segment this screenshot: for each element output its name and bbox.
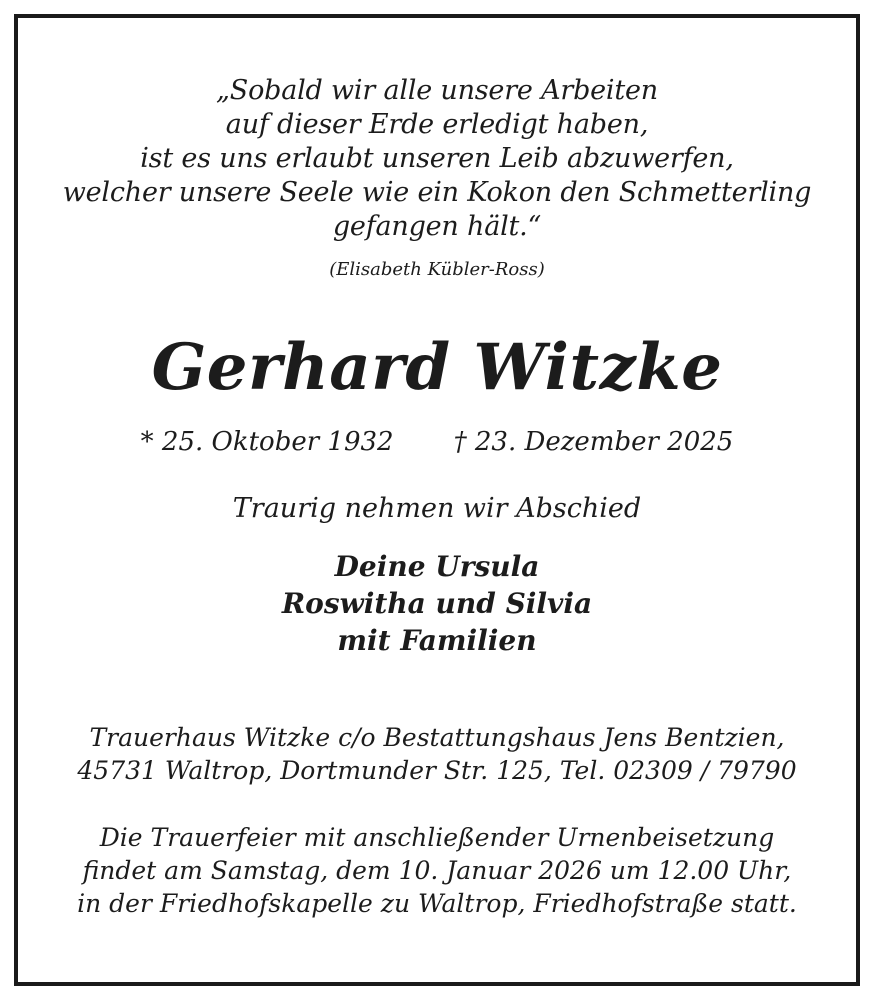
address-line: 45731 Waltrop, Dortmunder Str. 125, Tel. 02309 / 79790 bbox=[77, 756, 797, 785]
quote-block bbox=[18, 74, 856, 244]
ceremony-line: Die Trauerfeier mit anschließender Urnenbeisetzung bbox=[99, 823, 775, 852]
mourner-line: mit Familien bbox=[337, 624, 537, 657]
ceremony-line: findet am Samstag, dem 10. Januar 2026 um 12.00 Uhr, bbox=[82, 856, 792, 885]
address-line: Trauerhaus Witzke c/o Bestattungshaus Jens Bentzien, bbox=[89, 723, 785, 752]
deceased-name: Gerhard Witzke bbox=[151, 330, 723, 405]
life-dates bbox=[18, 426, 856, 458]
mourning-house-address bbox=[18, 721, 856, 787]
quote-line: „Sobald wir alle unsere Arbeiten bbox=[216, 75, 658, 106]
quote-line: ist es uns erlaubt unseren Leib abzuwerfen, bbox=[140, 143, 734, 174]
quote-author: (Elisabeth Kübler-Ross) bbox=[329, 259, 545, 280]
mourner-line: Deine Ursula bbox=[334, 550, 540, 583]
death-date: † 23. Dezember 2025 bbox=[453, 427, 734, 457]
mourners-list bbox=[18, 548, 856, 659]
mourner-line: Roswitha und Silvia bbox=[281, 587, 593, 620]
quote-line: gefangen hält.“ bbox=[332, 211, 542, 242]
ceremony-notice bbox=[18, 821, 856, 920]
quote-line: auf dieser Erde erledigt haben, bbox=[225, 109, 649, 140]
obituary-frame bbox=[14, 14, 860, 986]
ceremony-line: in der Friedhofskapelle zu Waltrop, Friedhofstraße statt. bbox=[77, 889, 797, 918]
quote-line: welcher unsere Seele wie ein Kokon den Schmetterling bbox=[62, 177, 812, 208]
farewell-intro: Traurig nehmen wir Abschied bbox=[232, 493, 642, 524]
birth-date: * 25. Oktober 1932 bbox=[140, 427, 394, 457]
